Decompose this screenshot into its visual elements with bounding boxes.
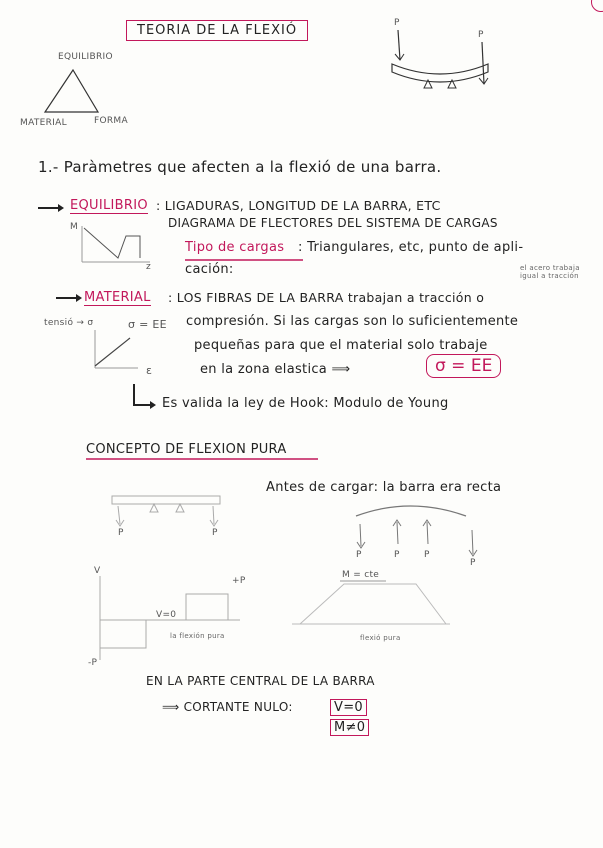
equilibrio-line-1: : LIGADURAS, LONGITUD DE LA BARRA, ETC [156,198,441,213]
shear-minus-p: -P [88,658,98,668]
conclusion-line-2: ⟹ CORTANTE NULO: [162,700,293,714]
material-line-3: pequeñas para que el material solo trabaje [194,338,488,353]
stress-axis-label: tensió → σ [44,318,94,328]
material-label-text: MATERIAL [84,290,151,305]
shear-axis-label: V [94,566,101,576]
material-line-4: en la zona elastica ⟹ [200,362,351,377]
left-beam [112,496,220,504]
equilibrio-line-4: cación: [185,262,234,277]
triangle-top-label: EQUILIBRIO [58,52,113,62]
conclusion-line-1: EN LA PARTE CENTRAL DE LA BARRA [146,674,375,688]
shear-plus-p: +P [232,576,246,586]
triangle-diagram [45,70,98,112]
hooke-line [95,338,130,366]
conclusion-m [330,720,369,735]
moment-diagram [84,228,140,258]
shear-v0: V=0 [156,610,177,620]
position-axis-label: z [146,262,152,272]
equilibrio-line-2: DIAGRAMA DE FLECTORES DEL SISTEMA DE CARGAS [168,216,498,230]
hook-arrow [134,384,150,405]
section-heading-1: 1.- Paràmetres que afecten a la flexió de una barra. [38,158,442,176]
triangle-right-label: FORMA [94,116,128,126]
left-load-p1: P [118,528,124,538]
right-load-p2: P [394,550,400,560]
beam-load-label-1: P [394,18,400,28]
bent-beam [392,64,488,82]
hooke-formula-box: σ = EE [426,354,501,378]
conclusion-m-text: M≠0 [330,719,369,736]
graph-formula: σ = EE [128,318,167,331]
antes-de-cargar: Antes de cargar: la barra era recta [266,480,502,495]
equilibrio-label-text: EQUILIBRIO [70,198,148,213]
strain-axis-label: ε [146,364,153,377]
triangle-left-label: MATERIAL [20,118,67,128]
right-load-p4: P [470,558,476,568]
moment-constant-label: M = cte [342,570,380,580]
equilibrio-line-3: : Triangulares, etc, punto de apli- [298,240,524,255]
beam-load-label-2: P [478,30,484,40]
moment-diagram-right [300,584,446,624]
load-arrow-1 [398,30,400,60]
material-line-2: compresión. Si las cargas son lo suficientemente [186,314,519,329]
equilibrio-label [70,198,148,213]
load-arrow-2 [482,42,484,84]
conclusion-v0-text: V=0 [330,699,367,716]
right-load-p1: P [356,550,362,560]
tipo-cargas-label: Tipo de cargas [185,240,285,255]
right-beam [356,506,466,516]
moment-axis-label: M [70,222,79,232]
side-note: el acero trabaja igual a tracción [520,264,580,280]
material-line-1: : LOS FIBRAS DE LA BARRA trabajan a tracción o [168,290,485,305]
conclusion-v0 [330,700,367,715]
page-title: TEORIA DE LA FLEXIÓ [126,20,308,41]
right-load-p3: P [424,550,430,560]
flexio-pura-note: flexió pura [360,634,401,642]
left-flexion-note: la flexión pura [170,632,225,640]
material-label [84,290,151,305]
material-line-5: Es valida la ley de Hook: Modulo de Young [162,396,449,411]
concepto-heading: CONCEPTO DE FLEXION PURA [86,442,287,457]
left-load-p2: P [212,528,218,538]
